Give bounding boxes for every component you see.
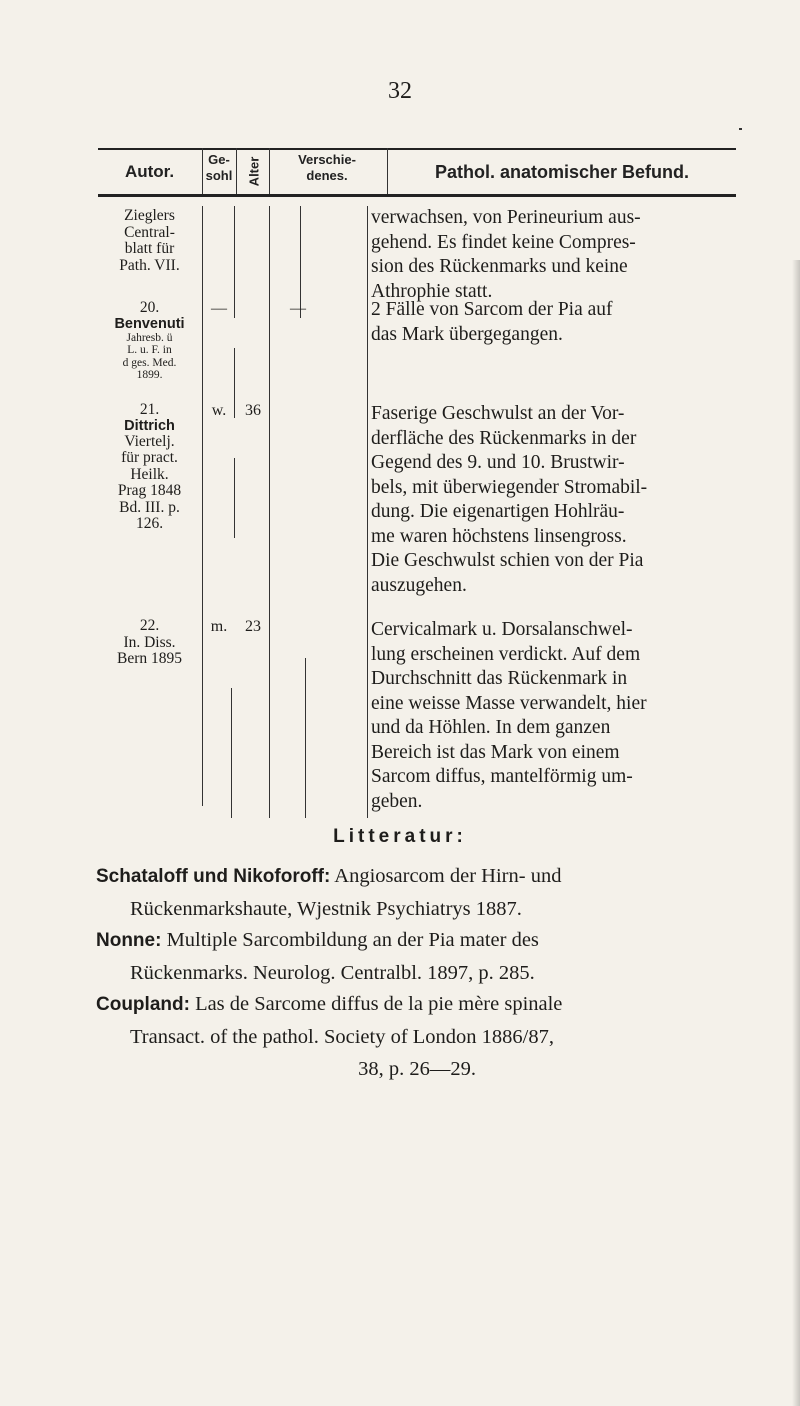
age-cell: 23	[245, 618, 261, 635]
literature-author: Coupland:	[96, 994, 190, 1015]
literature-entry: Nonne: Multiple Sarcombildung an der Pia mater des Rückenmarks. Neurolog. Centralbl. 1897, p. 285.	[96, 929, 539, 984]
finding-cell: Faserige Geschwulst an der Vor- derfläche des Rückenmarks in der Gegend des 9. und 10. Brustwir- bels, mit überwiegender Stromabil- dung. Die eigenartigen Hohlräu- me waren höchstens linsengross. Die Geschwulst schien von der Pia auszugehen.	[371, 403, 648, 596]
page-number: 32	[388, 78, 412, 104]
sex-cell: w.	[211, 402, 227, 419]
column-divider	[367, 206, 368, 818]
column-divider	[236, 148, 237, 194]
author-cell: 20. Benvenuti Jahresb. ü L. u. F. in d ges. Med. 1899.	[114, 299, 185, 381]
author-cell: Zieglers Central- blatt für Path. VII.	[119, 207, 180, 274]
finding-cell: 2 Fälle von Sarcom der Pia auf das Mark übergegangen.	[371, 299, 613, 345]
header-age: Alter	[246, 156, 262, 186]
column-divider	[305, 658, 306, 818]
table-top-rule	[98, 148, 736, 150]
page-edge-shadow	[792, 260, 800, 1406]
literature-heading: Litteratur:	[333, 826, 467, 847]
column-divider	[269, 148, 270, 194]
header-various: Verschie- denes.	[298, 152, 356, 183]
header-sex: Ge- sohl	[205, 152, 233, 183]
literature-entry: Schataloff und Nikoforoff: Angiosarcom der Hirn- und Rückenmarkshaute, Wjestnik Psychiatrys 1887.	[96, 865, 562, 920]
age-cell: —	[290, 300, 306, 317]
author-cell: 22. In. Diss. Bern 1895	[116, 617, 182, 667]
column-divider	[234, 458, 235, 538]
column-divider	[231, 688, 232, 818]
literature-author: Nonne:	[96, 930, 162, 951]
sex-cell: m.	[210, 618, 228, 635]
margin-mark	[739, 128, 742, 130]
column-divider	[202, 206, 203, 806]
age-cell: 36	[245, 402, 261, 419]
literature-entry: Coupland: Las de Sarcome diffus de la pie mère spinale Transact. of the pathol. Society of London 1886/87, 38, p. 26—29.	[96, 993, 563, 1080]
sex-cell: —	[211, 300, 227, 317]
finding-cell: verwachsen, von Perineurium aus- gehend. Es findet keine Compres- sion des Rückenmarks und keine Athrophie statt.	[371, 207, 641, 302]
header-author: Autor.	[124, 162, 175, 181]
literature-author: Schataloff und Nikoforoff:	[96, 866, 331, 887]
table-header-rule	[98, 194, 736, 197]
case-table	[98, 148, 736, 828]
column-divider	[269, 206, 270, 818]
header-finding: Pathol. anatomischer Befund.	[434, 162, 690, 182]
author-cell: 21. Dittrich Viertelj. für pract. Heilk. Prag 1848 Bd. III. p. 126.	[117, 401, 182, 532]
finding-cell: Cervicalmark u. Dorsalanschwel- lung erscheinen verdickt. Auf dem Durchschnitt das Rückenmark in eine weisse Masse verwandelt, hier und da Höhlen. In dem ganzen Bereich ist das Mark von einem Sarcom diffus, mantelförmig um- geben.	[371, 619, 647, 812]
